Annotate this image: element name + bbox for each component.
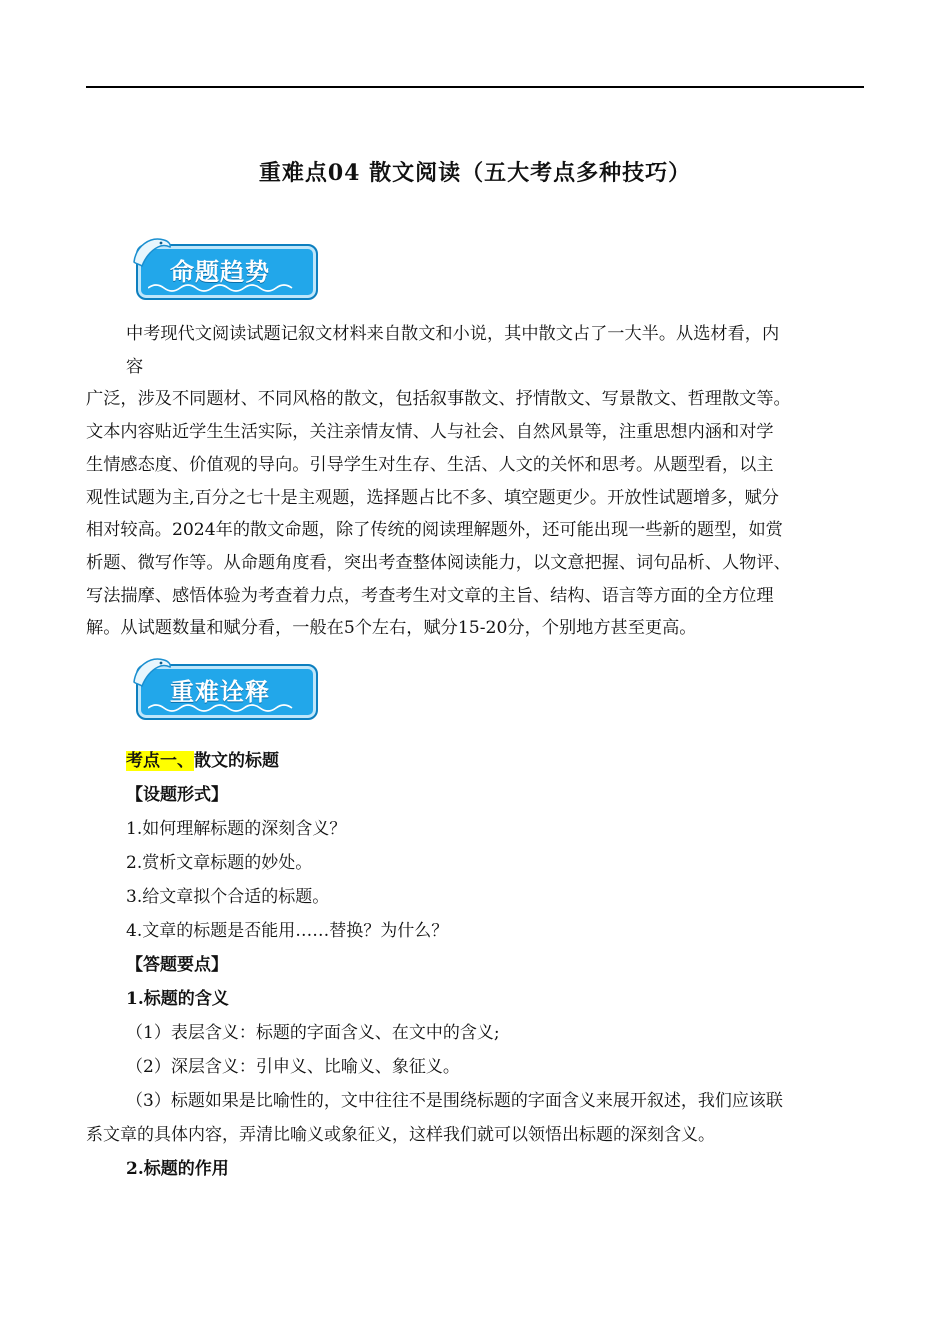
text-line: 析题、微写作等。从命题角度看，突出考查整体阅读能力，以文意把握、词句品析、人物评、: [86, 552, 791, 573]
badge-label: 命题趋势: [170, 258, 270, 286]
text-line: 观性试题为主,百分之七十是主观题，选择题占比不多、填空题更少。开放性试题增多，赋分: [86, 487, 779, 508]
text-line: 容: [126, 356, 144, 377]
question-item: 2.赏析文章标题的妙处。: [126, 853, 313, 873]
question-item: 1.如何理解标题的深刻含义？: [126, 819, 347, 839]
text-line: 写法揣摩、感悟体验为考查着力点，考查考生对文章的主旨、结构、语言等方面的全方位理: [86, 585, 774, 606]
dolphin-icon: [128, 652, 174, 692]
text-line: 相对较高。2024年的散文命题，除了传统的阅读理解题外，还可能出现一些新的题型，如赏: [86, 520, 783, 541]
section-badge-trend: [128, 232, 320, 302]
point-item: （3）标题如果是比喻性的，文中往往不是围绕标题的字面含义来展开叙述，我们应该联: [126, 1091, 783, 1111]
wave-decoration-icon: [148, 282, 298, 294]
page-title: 重难点04 散文阅读（五大考点多种技巧）: [258, 160, 692, 186]
point-item: （2）深层含义：引申义、比喻义、象征义。: [126, 1057, 460, 1077]
wave-decoration-icon: [148, 702, 298, 714]
intro-paragraph: [86, 318, 866, 645]
text-line: 解。从试题数量和赋分看，一般在5个左右，赋分15-20分，个别地方甚至更高。: [86, 618, 697, 639]
point-item: （1）表层含义：标题的字面含义、在文中的含义;: [126, 1023, 500, 1043]
dolphin-icon: [128, 232, 174, 272]
text-line: 文本内容贴近学生生活实际，关注亲情友情、人与社会、自然风景等，注重思想内涵和对学: [86, 422, 774, 443]
heading-text: 散文的标题: [194, 751, 279, 771]
text-line: 生情感态度、价值观的导向。引导学生对生存、生活、人文的关怀和思考。从题型看，以主: [86, 454, 774, 475]
form-heading: 【设题形式】: [126, 785, 228, 805]
section-heading: [86, 744, 866, 778]
header-rule: [86, 86, 864, 88]
subheading: 1.标题的含义: [126, 989, 229, 1009]
question-item: 3.给文章拟个合适的标题。: [126, 887, 330, 907]
subheading: 2.标题的作用: [126, 1159, 229, 1179]
point-item-continued: 系文章的具体内容，弄清比喻义或象征义，这样我们就可以领悟出标题的深刻含义。: [86, 1125, 715, 1145]
heading-highlight: 考点一、: [126, 751, 194, 771]
question-item: 4.文章的标题是否能用……替换？为什么？: [126, 921, 449, 941]
badge-label: 重难诠释: [170, 678, 270, 706]
text-line: 中考现代文阅读试题记叙文材料来自散文和小说，其中散文占了一大半。从选材看，内: [126, 324, 780, 344]
section-badge-difficulty: [128, 652, 320, 722]
points-heading: 【答题要点】: [126, 955, 228, 975]
section-body: [86, 744, 866, 1186]
text-line: 广泛，涉及不同题材、不同风格的散文，包括叙事散文、抒情散文、写景散文、哲理散文等。: [86, 389, 791, 410]
